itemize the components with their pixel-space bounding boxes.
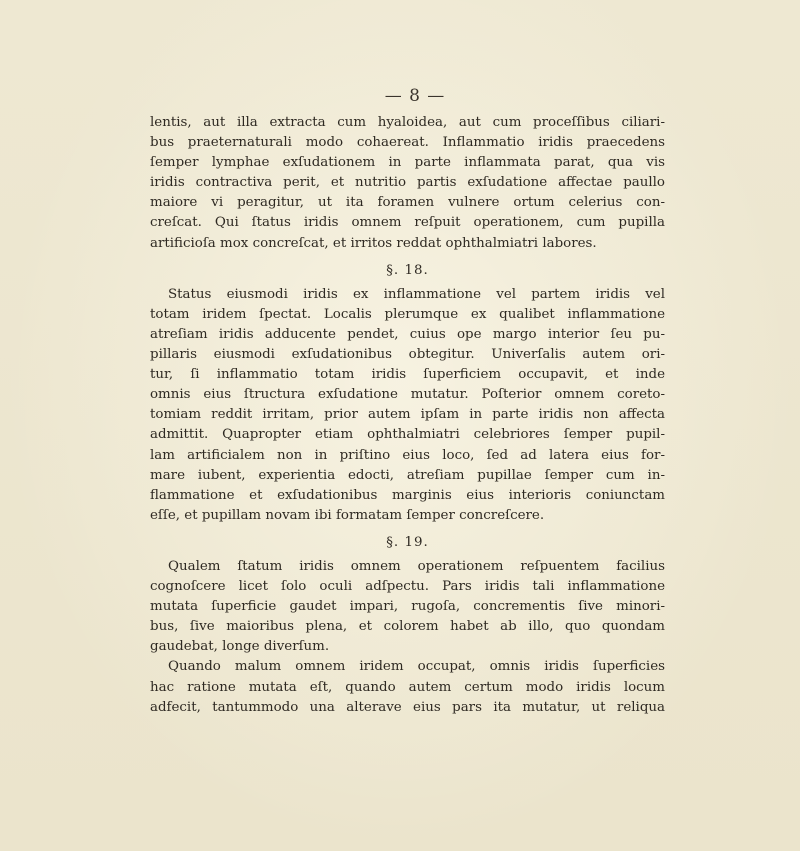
text-line: admittit. Quapropter etiam ophthalmiatri celebriores ſemper pupil- (150, 427, 665, 443)
text-line: Quando malum omnem iridem occupat, omnis iridis ſuperficies (168, 659, 665, 675)
text-line: eſſe, et pupillam novam ibi formatam ſemper concreſcere. (150, 507, 545, 523)
text-line: lam artificialem non in priſtino eius loco, ſed ad latera eius for- (150, 447, 665, 463)
text-line: artificioſa mox concreſcat, et irritos reddat ophthalmiatri labores. (150, 235, 597, 251)
text-line: mare iubent, experientia edocti, atreſiam pupillae ſemper cum in- (150, 467, 665, 483)
text-line: iridis contractiva perit, et nutritio partis exſudatione affectae paullo (150, 175, 665, 191)
text-line: gaudebat, longe diverſum. (150, 639, 330, 655)
paragraph-1 (150, 113, 665, 254)
text-line: omnis eius ſtructura exſudatione mutatur. Poſterior omnem coreto- (150, 387, 665, 403)
section-heading-19: §. 19. (386, 534, 429, 550)
text-line: maiore vi peragitur, ut ita foramen vulnere ortum celerius con- (150, 195, 665, 211)
text-line: totam iridem ſpectat. Localis plerumque ex qualibet inflammatione (150, 306, 665, 322)
text-line: tur, ſi inflammatio totam iridis ſuperficiem occupavit, et inde (150, 367, 665, 383)
text-line: pillaris eiusmodi exſudationibus obtegitur. Univerſalis autem ori- (150, 347, 665, 363)
text-line: creſcat. Qui ſtatus iridis omnem reſpuit operationem, cum pupilla (150, 215, 665, 231)
text-line: adfecit, tantummodo una alterave eius pars ita mutatur, ut reliqua (150, 699, 665, 715)
text-line: tomiam reddit irritam, prior autem ipſam in parte iridis non affecta (150, 407, 665, 423)
text-line: bus, ſive maioribus plena, et colorem habet ab illo, quo quondam (150, 619, 665, 635)
section-19-paragraph-1 (150, 557, 665, 657)
text-line: mutata ſuperficie gaudet impari, rugoſa, concrementis ſive minori- (150, 599, 665, 615)
text-line: lentis, aut illa extracta cum hyaloidea, aut cum proceſſibus ciliari- (150, 115, 665, 130)
text-line: flammatione et exſudationibus marginis eius interioris coniunctam (150, 487, 665, 503)
text-line: hac ratione mutata eſt, quando autem certum modo iridis locum (150, 679, 665, 695)
body-text (150, 113, 665, 718)
section-18-paragraph (150, 285, 665, 526)
text-line: atreſiam iridis adducente pendet, cuius ope margo interior ſeu pu- (150, 326, 665, 342)
section-19-paragraph-2 (150, 657, 665, 717)
text-line: Status eiusmodi iridis ex inflammatione vel partem iridis vel (168, 286, 665, 302)
text-line: Qualem ſtatum iridis omnem operationem reſpuentem facilius (168, 558, 665, 574)
text-line: cognoſcere licet ſolo oculi adſpectu. Pars iridis tali inflammatione (150, 579, 665, 595)
text-line: bus praeternaturali modo cohaereat. Inflammatio iridis praecedens (150, 135, 665, 151)
text-line: ſemper lymphae exſudationem in parte inflammata parat, qua vis (150, 155, 665, 171)
page-number: — 8 — (384, 86, 446, 106)
section-heading-18: §. 18. (386, 262, 429, 278)
